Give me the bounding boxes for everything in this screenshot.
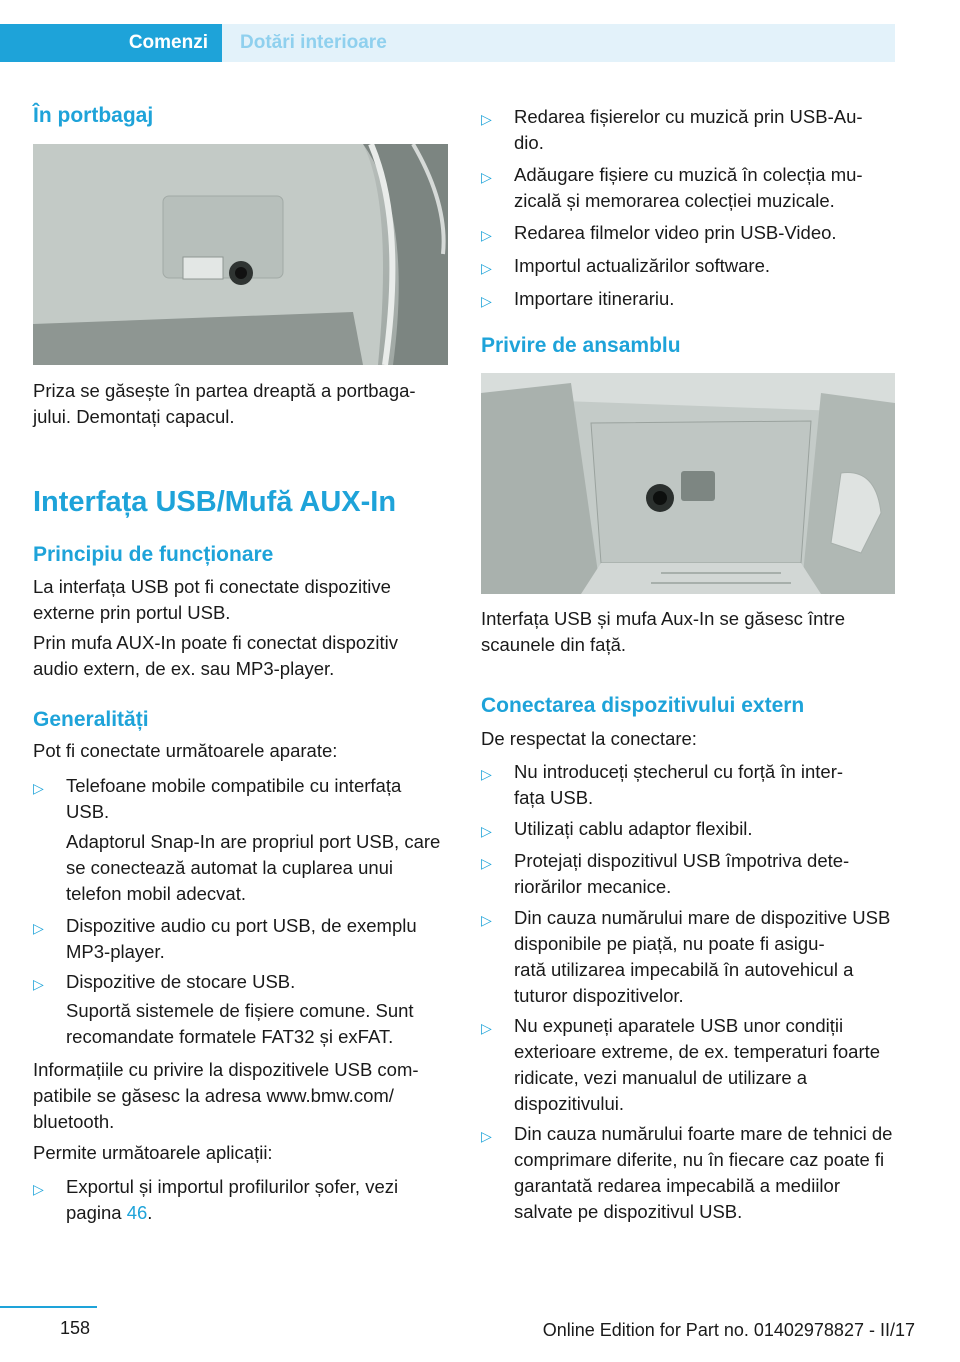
heading-principiu: Principiu de funcționare xyxy=(33,543,274,566)
heading-generalitati: Generalități xyxy=(33,708,149,731)
triangle-bullet-icon: ▷ xyxy=(481,855,492,871)
triangle-bullet-icon: ▷ xyxy=(481,823,492,839)
console-photo xyxy=(481,373,895,594)
tab-comenzi[interactable]: Comenzi xyxy=(0,24,222,62)
page-link-46[interactable]: 46 xyxy=(126,1202,148,1223)
triangle-bullet-icon: ▷ xyxy=(481,169,492,185)
heading-in-portbagaj: În portbagaj xyxy=(33,104,154,127)
heading-usb-aux: Interfața USB/Mufă AUX-In xyxy=(33,486,397,518)
triangle-bullet-icon: ▷ xyxy=(481,912,492,928)
sub-note-filesystems: Suportă sistemele de fișiere comune. Sunt recomandate formatele FAT32 și exFAT. xyxy=(66,1000,414,1047)
list-item: ▷ Exportul și importul profilurilor șofer, vezi pagina 46. xyxy=(33,1176,399,1223)
trunk-photo xyxy=(33,144,448,365)
triangle-bullet-icon: ▷ xyxy=(33,920,44,936)
tab-dotari-interioare[interactable]: Dotări interioare xyxy=(240,32,387,53)
triangle-bullet-icon: ▷ xyxy=(481,111,492,127)
list-item: ▷ Redarea fișierelor cu muzică prin USB-Au- dio. xyxy=(481,106,863,153)
apps-text: Permite următoarele aplicații: xyxy=(33,1142,273,1163)
triangle-bullet-icon: ▷ xyxy=(481,293,492,309)
info-text: Informațiile cu privire la dispozitivele USB com- patibile se găsesc la adresa www.bmw.com/ bluetooth. xyxy=(33,1059,419,1132)
triangle-bullet-icon: ▷ xyxy=(481,1128,492,1144)
list-item: ▷ Adăugare fișiere cu muzică în colecția mu- zicală și memorarea colecției muzicale. xyxy=(481,164,863,211)
triangle-bullet-icon: ▷ xyxy=(33,976,44,992)
principle-text-2: Prin mufa AUX-In poate fi conectat dispozitiv audio extern, de ex. sau MP3-player. xyxy=(33,632,399,679)
edition-text: Online Edition for Part no. 01402978827 - II/17 xyxy=(542,1320,915,1340)
triangle-bullet-icon: ▷ xyxy=(33,1181,44,1197)
triangle-bullet-icon: ▷ xyxy=(33,780,44,796)
triangle-bullet-icon: ▷ xyxy=(481,260,492,276)
sub-note-snapin: Adaptorul Snap-In are propriul port USB, care se conectează automat la cuplarea unui telefon mobil adecvat. xyxy=(66,831,441,904)
heading-privire-ansamblu: Privire de ansamblu xyxy=(481,334,681,357)
page-number: 158 xyxy=(60,1318,91,1338)
overview-caption: Interfața USB și mufa Aux-In se găsesc între scaunele din față. xyxy=(481,608,846,655)
general-text: Pot fi conectate următoarele aparate: xyxy=(33,740,338,761)
connect-text: De respectat la conectare: xyxy=(481,728,697,749)
triangle-bullet-icon: ▷ xyxy=(481,227,492,243)
triangle-bullet-icon: ▷ xyxy=(481,766,492,782)
trunk-caption: Priza se găsește în partea dreaptă a portbaga- jului. Demontați capacul. xyxy=(33,380,416,427)
triangle-bullet-icon: ▷ xyxy=(481,1020,492,1036)
heading-conectare: Conectarea dispozitivului extern xyxy=(481,694,805,717)
footer-rule xyxy=(0,1306,97,1308)
principle-text-1: La interfața USB pot fi conectate dispozitive externe prin portul USB. xyxy=(33,576,391,623)
